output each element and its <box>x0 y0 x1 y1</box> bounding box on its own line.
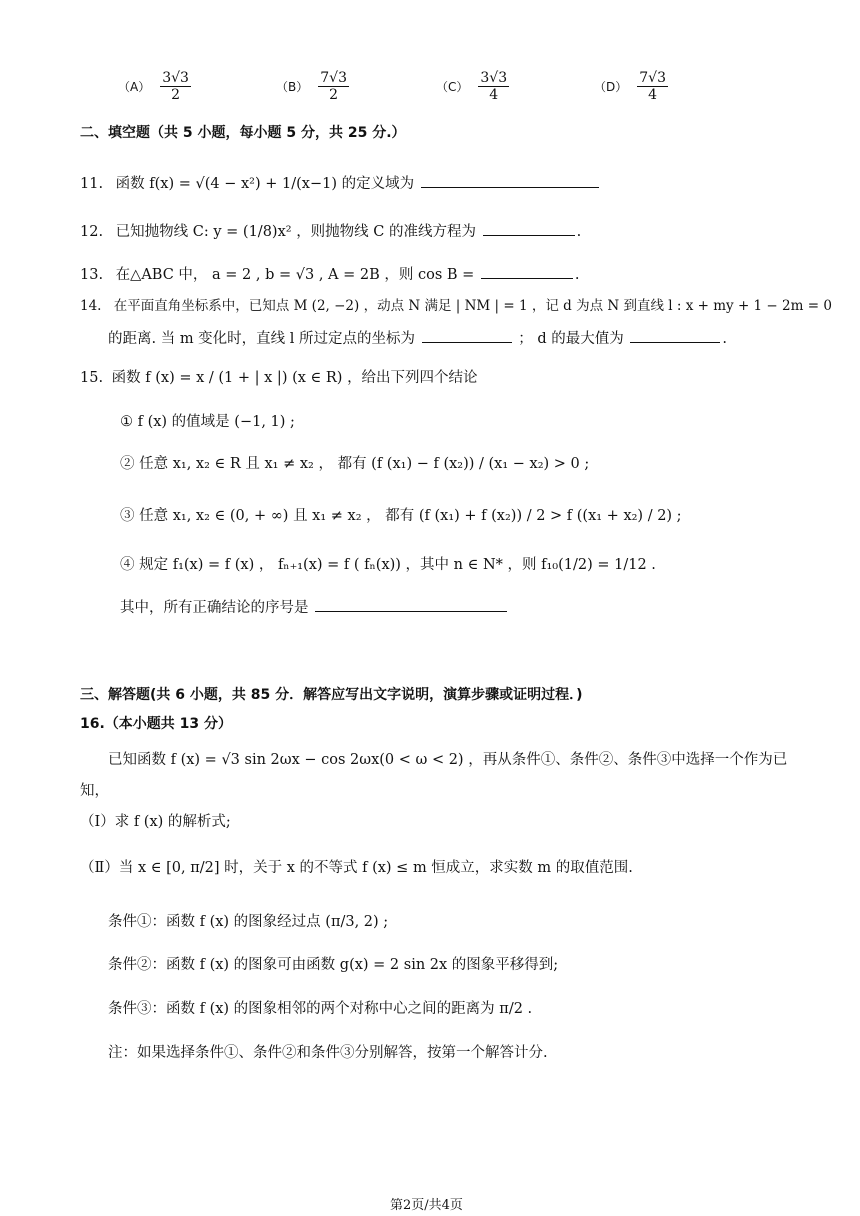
question-text: 已知抛物线 <box>115 224 189 240</box>
question-14 <box>80 294 832 314</box>
choice-numerator: 3√3 <box>162 70 189 86</box>
question-14-line-2 <box>108 327 727 348</box>
question-16-intro: 已知函数 f (x) = √3 sin 2ωx − cos 2ωx(0 < ω < 2) ，再从条件①、条件②、条件③中选择一个作为已 <box>108 752 788 768</box>
question-16-note: 注：如果选择条件①、条件②和条件③分别解答，按第一个解答计分. <box>108 1045 548 1061</box>
choice-numerator: 7√3 <box>320 70 347 86</box>
question-16-title: 16.（本小题共 13 分） <box>80 716 233 732</box>
answer-blank[interactable] <box>422 341 512 343</box>
choice-label: （D） <box>594 79 628 94</box>
choice-c <box>436 70 511 103</box>
question-text: 函数 <box>111 370 141 386</box>
conclusion-item: ① f (x) 的值域是 (−1, 1) ; <box>120 414 295 430</box>
question-text: 在平面直角坐标系中，已知点 M (2, −2) ，动点 N 满足 | NM | = 1 ，记 d 为点 N 到直线 l : x + my + 1 − 2m = 0 <box>113 298 832 314</box>
question-number: 12. <box>80 224 104 240</box>
conclusion-item: ② 任意 x₁, x₂ ∈ R 且 x₁ ≠ x₂ ， 都有 (f (x₁) − f (x₂)) / (x₁ − x₂) > 0 ; <box>120 456 590 472</box>
choice-numerator: 3√3 <box>480 70 508 86</box>
question-text: 的距离. 当 m 变化时，直线 l 所过定点的坐标为 <box>108 331 416 347</box>
question-number: 11. <box>80 176 104 192</box>
question-text: ； d 的最大值为 <box>518 331 624 347</box>
answer-blank[interactable] <box>630 341 720 343</box>
choice-d <box>594 70 670 103</box>
question-expression: f (x) = x / (1 + | x |) (x ∈ R) <box>145 370 343 386</box>
question-text: ，给出下列四个结论 <box>347 370 478 386</box>
question-13 <box>80 263 580 284</box>
conclusion-item: ④ 规定 f₁(x) = f (x) ， fₙ₊₁(x) = f ( fₙ(x)) ，其中 n ∈ N* ，则 f₁₀(1/2) = 1/12 . <box>120 557 656 573</box>
choice-label: （A） <box>118 79 151 94</box>
question-15-conclusion <box>120 596 509 617</box>
choice-b <box>276 70 351 103</box>
answer-blank[interactable] <box>481 277 573 279</box>
section-2-title: 二、填空题（共 5 小题，每小题 5 分，共 25 分.） <box>80 125 406 141</box>
page-footer: 第2页/共4页 <box>390 1198 463 1213</box>
question-16-part-1: （Ⅰ）求 f (x) 的解析式; <box>80 814 231 830</box>
conclusion-item: ③ 任意 x₁, x₂ ∈ (0, + ∞) 且 x₁ ≠ x₂ ， 都有 (f (x₁) + f (x₂)) / 2 > f ((x₁ + x₂) / 2) ; <box>120 508 682 524</box>
choice-numerator: 7√3 <box>639 70 666 86</box>
question-expression: C: y = (1/8)x² <box>192 224 292 240</box>
question-text: 函数 <box>115 176 145 192</box>
question-number: 15. <box>80 370 104 386</box>
answer-blank[interactable] <box>421 186 599 188</box>
question-text: 其中，所有正确结论的序号是 <box>120 600 309 616</box>
question-expression: f(x) = √(4 − x²) + 1/(x−1) <box>149 176 337 192</box>
question-number: 13. <box>80 267 104 283</box>
question-16-intro-cont: 知， <box>80 783 109 799</box>
condition-2: 条件②：函数 f (x) 的图象可由函数 g(x) = 2 sin 2x 的图象平移得到; <box>108 957 559 973</box>
answer-blank[interactable] <box>315 610 507 612</box>
question-text: 在△ABC 中， a = 2 , b = √3 , A = 2B ，则 cos B = <box>115 267 475 283</box>
question-end: . <box>576 224 582 240</box>
choice-label: （B） <box>276 79 309 94</box>
answer-blank[interactable] <box>483 234 575 236</box>
choice-denominator: 2 <box>329 87 339 104</box>
choice-denominator: 2 <box>171 87 181 104</box>
condition-3: 条件③：函数 f (x) 的图象相邻的两个对称中心之间的距离为 π/2 . <box>108 1001 533 1017</box>
question-number: 14. <box>80 298 102 314</box>
choice-denominator: 4 <box>489 87 499 104</box>
choice-label: （C） <box>436 79 469 94</box>
question-text: 的定义域为 <box>341 176 415 192</box>
question-11 <box>80 172 601 193</box>
question-end: . <box>722 331 727 347</box>
condition-1: 条件①：函数 f (x) 的图象经过点 (π/3, 2) ; <box>108 914 389 930</box>
section-3-title: 三、解答题(共 6 小题，共 85 分．解答应写出文字说明，演算步骤或证明过程．) <box>80 687 583 703</box>
question-text: ，则抛物线 C 的准线方程为 <box>296 224 476 240</box>
question-12 <box>80 220 581 241</box>
question-16-part-2: （Ⅱ）当 x ∈ [0, π/2] 时，关于 x 的不等式 f (x) ≤ m 恒成立，求实数 m 的取值范围. <box>80 860 633 876</box>
choice-a <box>118 70 193 103</box>
choice-denominator: 4 <box>648 87 658 104</box>
question-15 <box>80 366 478 387</box>
question-end: . <box>574 267 580 283</box>
